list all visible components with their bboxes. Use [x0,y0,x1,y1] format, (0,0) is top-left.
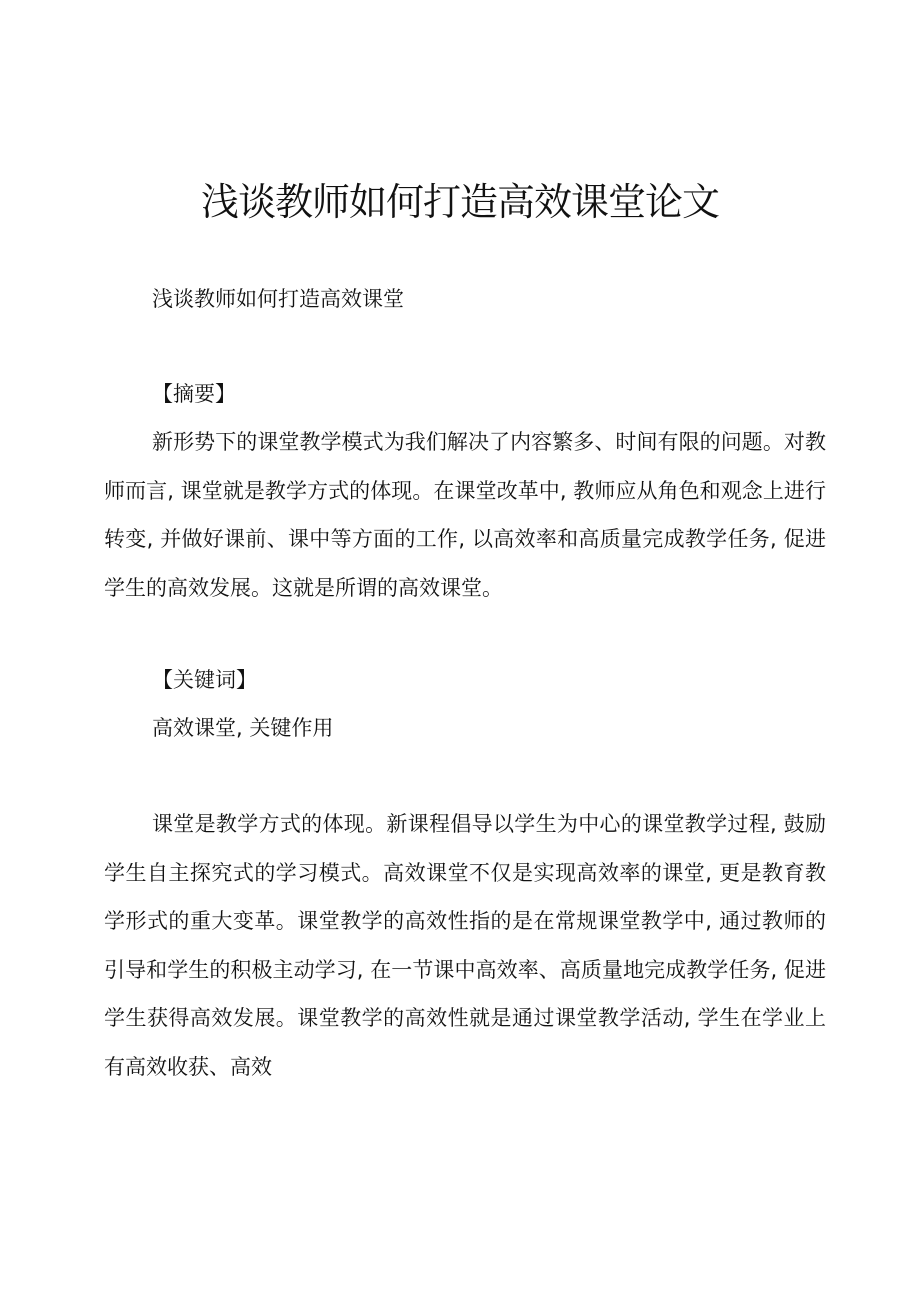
keywords-heading: 【关键词】 [152,668,257,692]
document-subtitle: 浅谈教师如何打造高效课堂 [152,287,404,311]
abstract-heading: 【摘要】 [152,382,236,406]
document-title: 浅谈教师如何打造高效课堂论文 [200,180,719,224]
keywords-text: 高效课堂, 关键作用 [152,716,334,740]
body-paragraph: 课堂是教学方式的体现。新课程倡导以学生为中心的课堂教学过程, 鼓励学生自主探究式的学习模式。高效课堂不仅是实现高效率的课堂, 更是教育教学形式的重大变革。课堂教学的高效性指的是在常规课堂教学中, 通过教师的引导和学生的积极主动学习, 在一节课中高效率、高质量地完成教学任务, 促进学生获得高效发展。课堂教学的高效性就是通过课堂教学活动, 学生在学业上有高效收获、高效 [104,812,826,1079]
abstract-paragraph: 新形势下的课堂教学模式为我们解决了内容繁多、时间有限的问题。对教师而言, 课堂就是教学方式的体现。在课堂改革中, 教师应从角色和观念上进行转变, 并做好课前、课中等方面的工作, 以高效率和高质量完成教学任务, 促进学生的高效发展。这就是所谓的高效课堂。 [104,430,826,600]
